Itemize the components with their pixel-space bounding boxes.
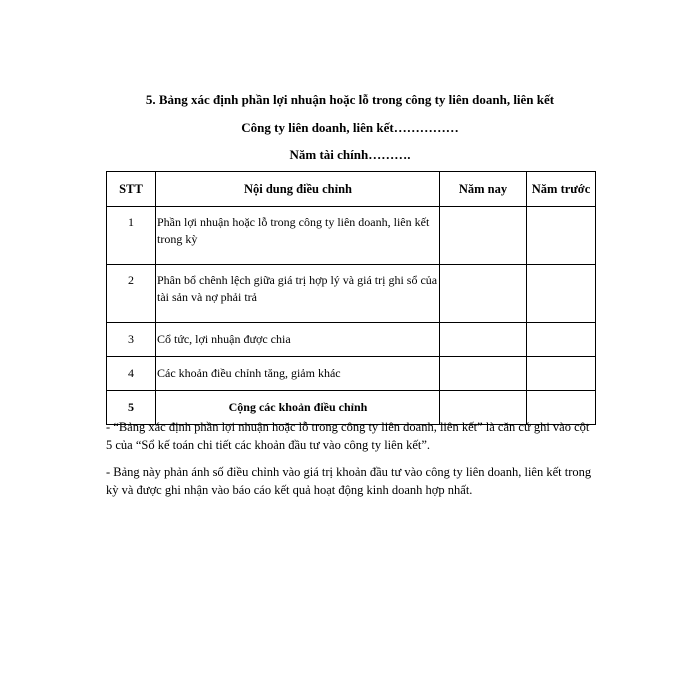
row-previous-value xyxy=(527,207,596,265)
table-row xyxy=(107,357,596,391)
row-content: Cổ tức, lợi nhuận được chia xyxy=(156,323,440,357)
header-current-year: Năm nay xyxy=(440,172,527,207)
row-content: Phân bổ chênh lệch giữa giá trị hợp lý và giá trị ghi sổ của tài sản và nợ phải trả xyxy=(156,265,440,323)
header-previous-year: Năm trước xyxy=(527,172,596,207)
row-content: Các khoản điều chỉnh tăng, giảm khác xyxy=(156,357,440,391)
document-title: 5. Bảng xác định phần lợi nhuận hoặc lỗ trong công ty liên doanh, liên kết xyxy=(145,92,555,107)
adjustment-table xyxy=(106,171,596,425)
row-previous-value xyxy=(527,323,596,357)
table-row xyxy=(107,265,596,323)
row-previous-value xyxy=(527,357,596,391)
table-row xyxy=(107,207,596,265)
row-current-value xyxy=(440,265,527,323)
note-paragraph: - “Bảng xác định phần lợi nhuận hoặc lỗ trong công ty liên doanh, liên kết” là căn cứ ghi vào cột 5 của “Sổ kế toán chi tiết các khoản đầu tư vào công ty liên kết”. xyxy=(106,420,590,452)
row-content: Cộng các khoản điều chỉnh xyxy=(156,391,440,425)
header-content: Nội dung điều chỉnh xyxy=(156,172,440,207)
fiscal-year-line: Năm tài chính………. xyxy=(289,147,411,162)
table-header-row xyxy=(107,172,596,207)
row-current-value xyxy=(440,357,527,391)
row-current-value xyxy=(440,207,527,265)
row-previous-value xyxy=(527,265,596,323)
row-content: Phần lợi nhuận hoặc lỗ trong công ty liên doanh, liên kết trong kỳ xyxy=(156,207,440,265)
table-row xyxy=(107,323,596,357)
company-line: Công ty liên doanh, liên kết…………… xyxy=(241,120,459,135)
row-stt: 1 xyxy=(107,207,156,265)
row-stt: 3 xyxy=(107,323,156,357)
row-stt: 2 xyxy=(107,265,156,323)
header-stt: STT xyxy=(107,172,156,207)
note-paragraph: - Bảng này phản ánh số điều chỉnh vào giá trị khoản đầu tư vào công ty liên doanh, liên kết trong kỳ và được ghi nhận vào báo cáo kết quả hoạt động kinh doanh hợp nhất. xyxy=(106,465,592,497)
row-current-value xyxy=(440,323,527,357)
row-stt: 5 xyxy=(107,391,156,425)
row-stt: 4 xyxy=(107,357,156,391)
